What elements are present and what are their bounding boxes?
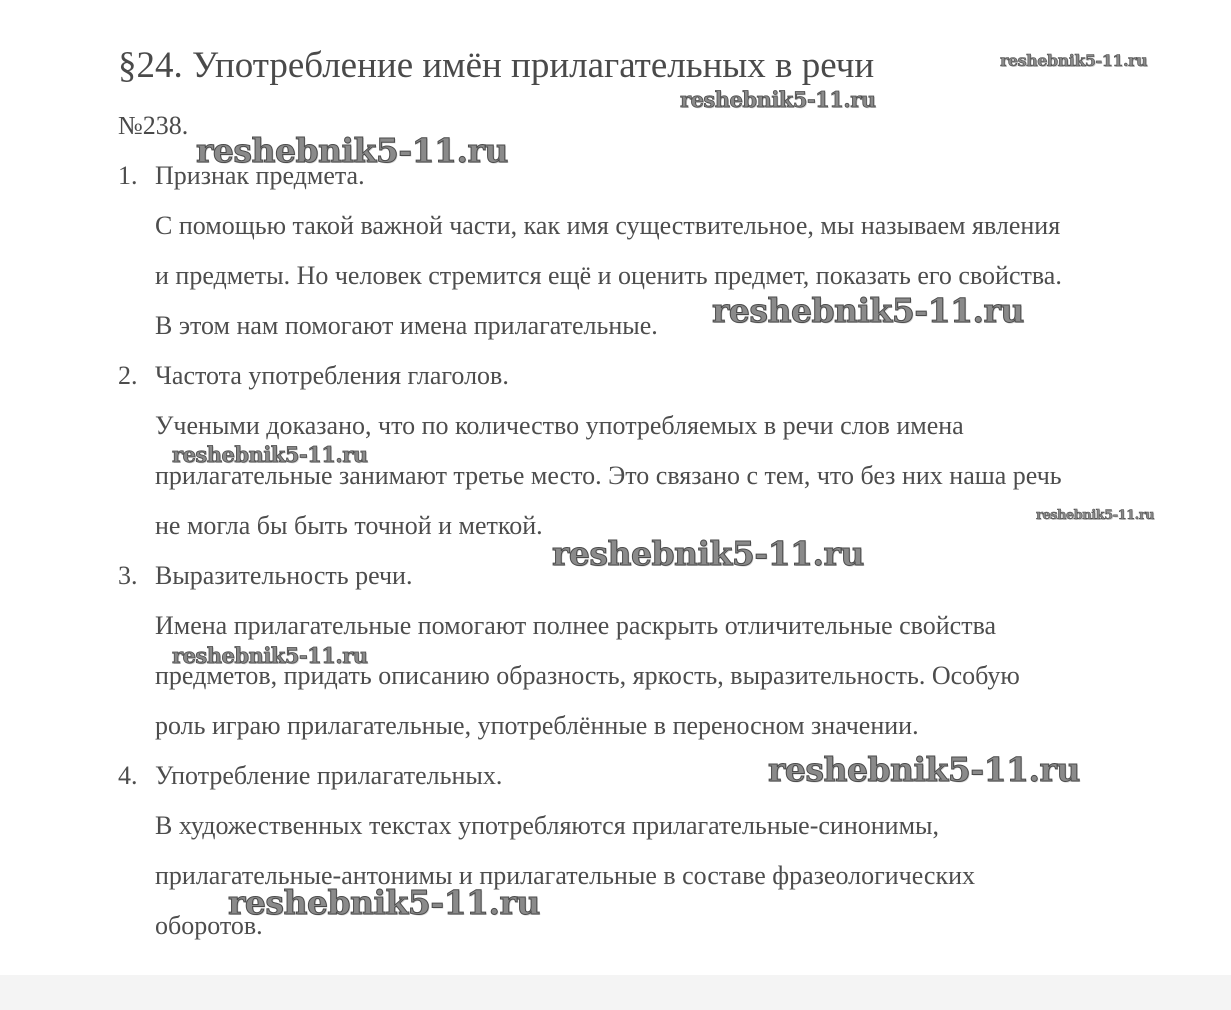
item-number-2: 2. [118,361,138,390]
item-number-1: 1. [118,161,138,190]
watermark: reshebnik5-11.ru [552,534,864,573]
item-2-line-3: не могла бы быть точной и меткой. [155,511,543,540]
watermark: reshebnik5-11.ru [680,87,876,112]
item-4-line-1: В художественных текстах употребляются прилагательные-синонимы, [155,811,939,840]
item-heading-3: Выразительность речи. [155,561,413,590]
watermark: reshebnik5-11.ru [768,750,1080,789]
watermark: reshebnik5-11.ru [228,883,540,922]
watermark: reshebnik5-11.ru [712,291,1024,330]
item-3-line-3: роль играю прилагательные, употреблённые в переносном значении. [155,711,919,740]
item-heading-2: Частота употребления глаголов. [155,361,509,390]
item-3-line-1: Имена прилагательные помогают полнее раскрыть отличительные свойства [155,611,997,640]
watermark: reshebnik5-11.ru [172,442,368,467]
item-3-line-2: предметов, придать описанию образность, яркость, выразительность. Особую [155,661,1020,690]
item-2-line-2: прилагательные занимают третье место. Это связано с тем, что без них наша речь [155,461,1062,490]
item-1-line-2: и предметы. Но человек стремится ещё и оценить предмет, показать его свойства. [155,261,1062,290]
watermark: reshebnik5-11.ru [1036,508,1155,523]
item-2-line-1: Учеными доказано, что по количество употребляемых в речи слов имена [155,411,964,440]
watermark: reshebnik5-11.ru [196,131,508,170]
item-1-line-1: С помощью такой важной части, как имя существительное, мы называем явления [155,211,1061,240]
page-bottom-margin [0,975,1231,1010]
watermark: reshebnik5-11.ru [1000,51,1148,70]
watermark: reshebnik5-11.ru [172,643,368,668]
item-1-line-3: В этом нам помогают имена прилагательные. [155,311,658,340]
item-4-line-2: прилагательные-антонимы и прилагательные в составе фразеологических [155,861,976,890]
item-heading-1: Признак предмета. [155,161,365,190]
task-number: №238. [118,111,189,140]
item-number-3: 3. [118,561,138,590]
item-heading-4: Употребление прилагательных. [155,761,503,790]
item-number-4: 4. [118,761,138,790]
page-title: §24. Употребление имён прилагательных в речи [118,45,875,86]
item-4-line-3: оборотов. [155,911,263,940]
